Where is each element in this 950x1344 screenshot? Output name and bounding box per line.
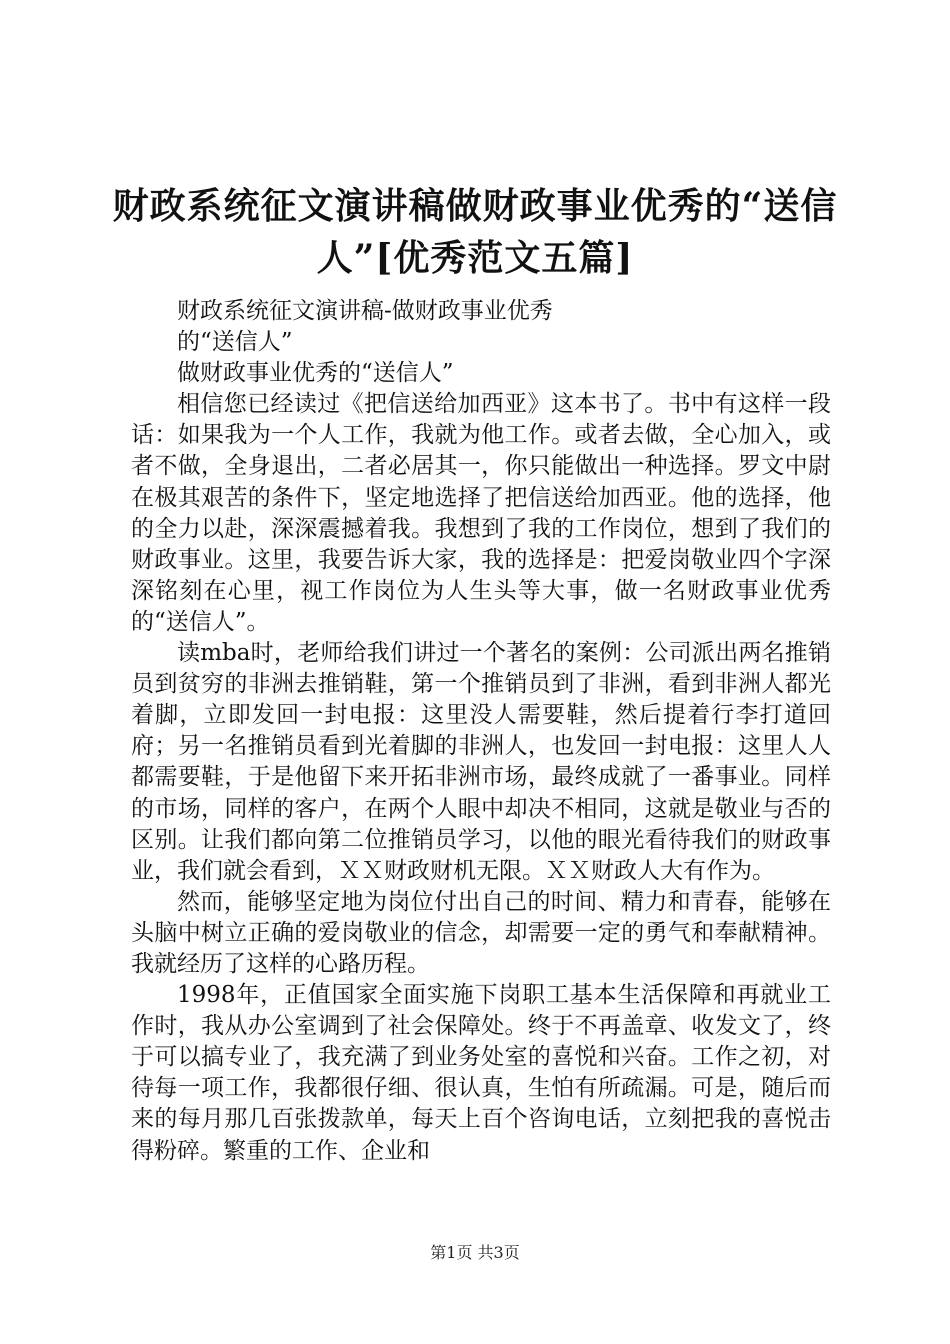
document-title: 财政系统征文演讲稿做财政事业优秀的“送信人”[优秀范文五篇] bbox=[112, 185, 838, 279]
subtitle-line-2: 的“送信人” bbox=[177, 329, 293, 356]
paragraph: 然而，能够坚定地为岗位付出自己的时间、精力和青春，能够在头脑中树立正确的爱岗敬业的信念，却需要一定的勇气和奉献精神。我就经历了这样的心路历程。 bbox=[131, 888, 831, 977]
page-footer: 第1页 共3页 bbox=[430, 1243, 520, 1262]
article-heading: 做财政事业优秀的“送信人” bbox=[177, 360, 454, 387]
document-body bbox=[131, 296, 831, 1167]
paragraph: 相信您已经读过《把信送给加西亚》这本书了。书中有这样一段话：如果我为一个人工作，我就为他工作。或者去做，全心加入，或者不做，全身退出，二者必居其一，你只能做出一种选择。罗文中尉在极其艰苦的条件下，坚定地选择了把信送给加西亚。他的选择，他的全力以赴，深深震撼着我。我想到了我的工作岗位，想到了我们的财政事业。这里，我要告诉大家，我的选择是：把爱岗敬业四个字深深铭刻在心里，视工作岗位为人生头等大事，做一名财政事业优秀的“送信人”。 bbox=[131, 391, 831, 635]
subtitle-line-1: 财政系统征文演讲稿-做财政事业优秀 bbox=[177, 298, 553, 324]
paragraph: 1998年，正值国家全面实施下岗职工基本生活保障和再就业工作时，我从办公室调到了社会保障处。终于不再盖章、收发文了，终于可以搞专业了，我充满了到业务处室的喜悦和兴奋。工作之初，对待每一项工作，我都很仔细、很认真，生怕有所疏漏。可是，随后而来的每月那几百张拨款单，每天上百个咨询电话，立刻把我的喜悦击得粉碎。繁重的工作、企业和 bbox=[131, 982, 831, 1164]
paragraph: 读mba时，老师给我们讲过一个著名的案例：公司派出两名推销员到贫穷的非洲去推销鞋，第一个推销员到了非洲，看到非洲人都光着脚，立即发回一封电报：这里没人需要鞋，然后提着行李打道回府；另一名推销员看到光着脚的非洲人，也发回一封电报：这里人人都需要鞋，于是他留下来开拓非洲市场，最终成就了一番事业。同样的市场，同样的客户，在两个人眼中却决不相同，这就是敬业与否的区别。让我们都向第二位推销员学习，以他的眼光看待我们的财政事业，我们就会看到，ＸＸ财政财机无限。ＸＸ财政人大有作为。 bbox=[131, 640, 831, 884]
